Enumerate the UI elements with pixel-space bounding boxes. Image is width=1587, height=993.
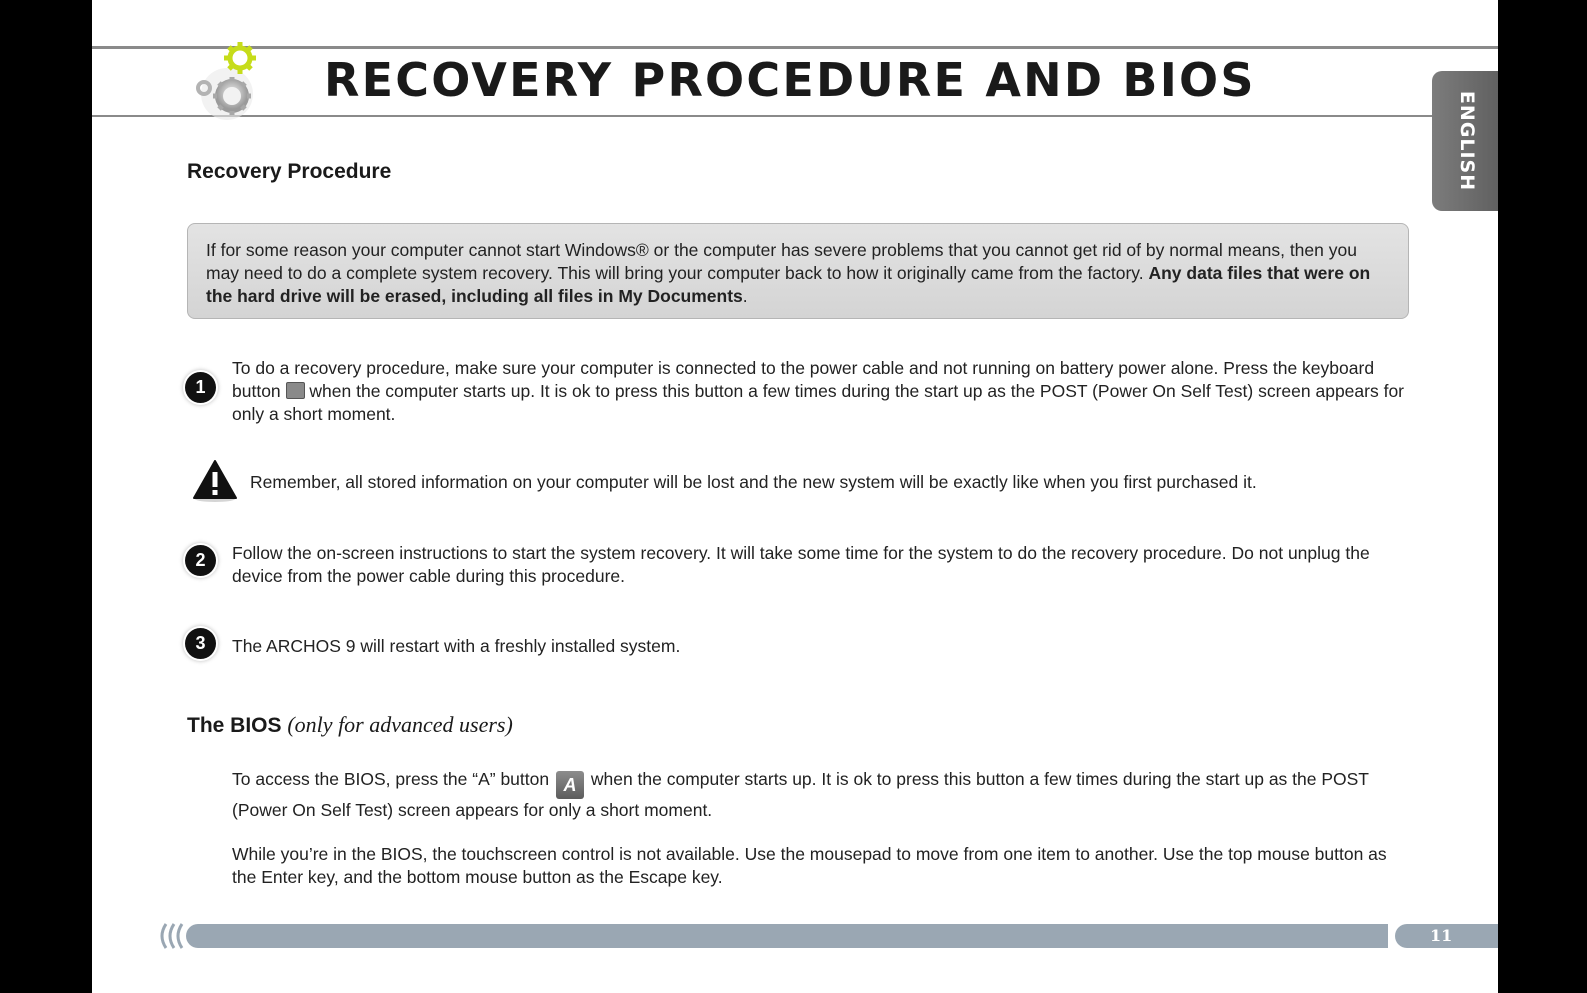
page-title: RECOVERY PROCEDURE AND BIOS	[324, 53, 1256, 107]
a-button-icon: A	[556, 771, 584, 799]
header-rule-top	[92, 46, 1498, 49]
language-tab-label: ENGLISH	[1456, 90, 1478, 192]
notice-bold-text: Any data files that were on the hard drive will be erased, including all files in My Documents	[206, 263, 1371, 306]
step-2-text: Follow the on-screen instructions to start the system recovery. It will take some time for the system to do the recovery procedure. Do not unplug the device from the power cable during this procedure.	[232, 543, 1370, 586]
language-tab	[1432, 71, 1498, 211]
step-1-text	[232, 357, 1412, 426]
bios-heading-text: The BIOS	[187, 714, 282, 737]
header-rule-bottom	[92, 115, 1498, 117]
bios-para1-a: To access the BIOS, press the “A” button	[232, 769, 550, 789]
warning-icon	[192, 458, 238, 504]
keyboard-button-icon	[286, 382, 305, 399]
gears-icon	[182, 36, 272, 122]
step-1-text-b: when the computer starts up. It is ok to press this button a few times during the start up as the POST (Power On Self Test) screen appears for only a short moment.	[232, 381, 1405, 424]
notice-end: .	[742, 286, 748, 306]
manual-page	[92, 0, 1498, 993]
footer-bar	[186, 924, 1388, 948]
step-2-number: 2	[185, 545, 216, 576]
bios-paragraph-2: While you’re in the BIOS, the touchscreen control is not available. Use the mousepad to move from one item to another. Use the top mouse button as the Enter key, and the bottom mouse button as the Escape key.	[232, 844, 1387, 887]
bios-paragraph-1	[232, 768, 1412, 822]
recovery-notice	[187, 223, 1409, 319]
notice-text: If for some reason your computer cannot start Windows® or the computer has severe problems that you cannot get rid of by normal means, then you may need to do a complete system recovery. This will bring your computer back to how it originally came from the factory.	[206, 240, 1357, 283]
step-3-text: The ARCHOS 9 will restart with a freshly installed system.	[232, 636, 681, 656]
recovery-heading: Recovery Procedure	[187, 160, 392, 183]
page-number: 11	[1395, 924, 1498, 948]
bios-heading	[187, 712, 513, 738]
step-1-number: 1	[185, 372, 216, 403]
bios-heading-note: (only for advanced users)	[287, 712, 513, 737]
step-1-text-a: To do a recovery procedure, make sure your computer is connected to the power cable and not running on battery power alone. Press the keyboard button	[232, 358, 1375, 401]
bios-para1-b: when the computer starts up. It is ok to press this button a few times during the start up as the POST (Power On Self Test) screen appears for only a short moment.	[232, 769, 1369, 820]
step-3-number: 3	[185, 628, 216, 659]
warning-text: Remember, all stored information on your computer will be lost and the new system will be exactly like when you first purchased it.	[250, 472, 1257, 492]
